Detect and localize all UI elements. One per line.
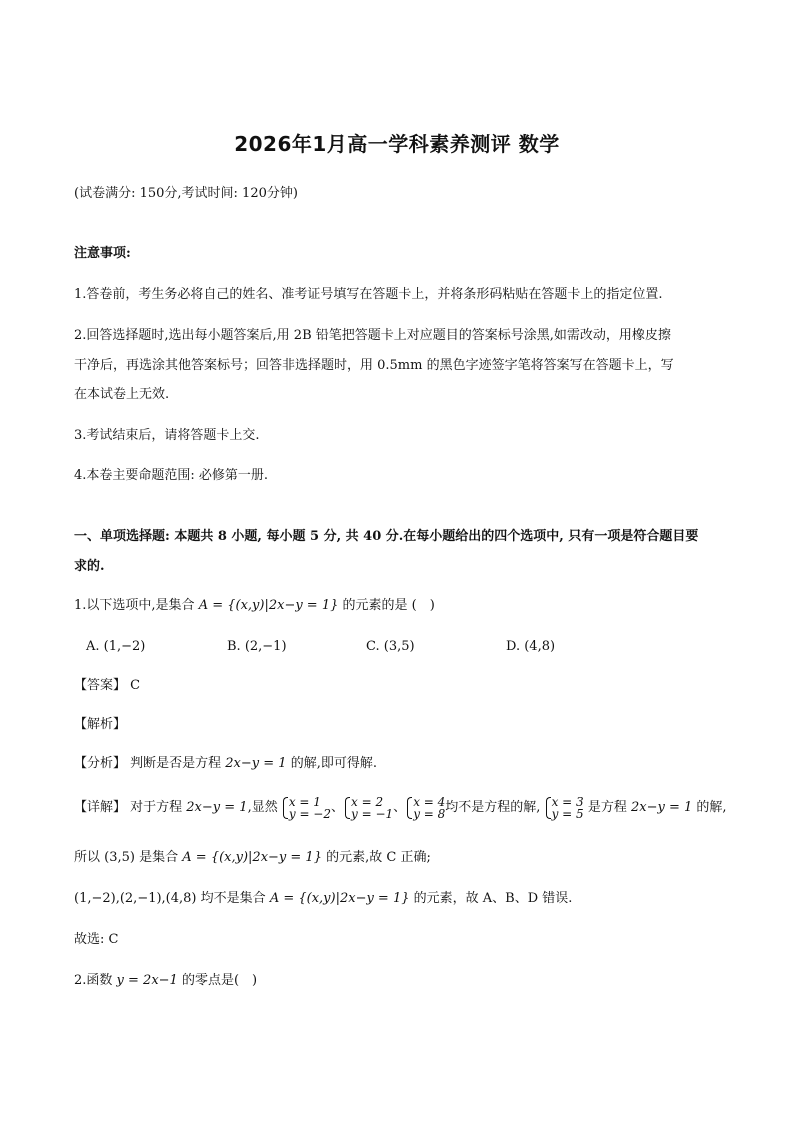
equation-system-2: x = 2 y = −1 — [344, 796, 393, 820]
q1-point-c: (3,5) — [104, 850, 135, 865]
q1-detail-mid1: ,显然 — [247, 800, 278, 815]
q1-analysis-label: 【解析】 — [74, 717, 127, 732]
q1-others: (1,−2),(2,−1),(4,8) 均不是集合 A = {(x,y)|2x−y = 1} 的元素，故 A、B、D 错误. — [74, 891, 573, 906]
q1-conclusion: 所以 (3,5) 是集合 A = {(x,y)|2x−y = 1} 的元素,故 C 正确; — [74, 850, 431, 865]
notice-item-4: 4.本卷主要命题范围: 必修第一册. — [74, 468, 269, 483]
q1-other-points: (1,−2),(2,−1),(4,8) — [74, 891, 197, 906]
q1-option-a: A. (1,−2) — [86, 639, 146, 654]
q1-final-choice: 故选: C — [74, 932, 119, 947]
q1-answer: 【答案】 C — [74, 678, 141, 693]
equation-system-3: x = 4 y = 8 — [406, 796, 445, 820]
q1-set-expression: A = {(x,y)|2x−y = 1} — [198, 598, 339, 613]
q1-detail-equation-2: 2x−y = 1 — [630, 800, 693, 815]
equation-system-valid: x = 3 y = 5 — [545, 796, 584, 820]
notice-item-2-cont: 干净后，再选涂其他答案标号；回答非选择题时，用 0.5mm 的黑色字迹签字笔将答案写在答题卡上，写 — [74, 358, 674, 373]
question-2-stem: 2.函数 y = 2x−1 的零点是( ) — [74, 973, 258, 988]
q1-set-expression-3: A = {(x,y)|2x−y = 1} — [269, 891, 410, 906]
q1-option-d: D. (4,8) — [506, 639, 556, 654]
section-heading-line2: 求的. — [74, 559, 105, 574]
notice-item-2-end: 在本试卷上无效. — [74, 387, 170, 402]
q1-detail: 【详解】 对于方程 2x−y = 1,显然 x = 1 y = −2 、 x = 2 y = −1 、 x = 4 y = 8 均不是方程的解, x = 3 y = 5 是方程 2x−y = 1 的解, — [74, 794, 727, 821]
q1-detail-mid2: 均不是方程的解, — [445, 800, 541, 815]
question-1-stem — [74, 596, 720, 616]
q1-fenxi-suffix: 的解,即可得解. — [290, 756, 377, 771]
q1-set-expression-2: A = {(x,y)|2x−y = 1} — [182, 850, 322, 865]
q1-stem-prefix: 1.以下选项中,是集合 — [74, 598, 195, 613]
q1-fenxi — [74, 754, 720, 774]
q1-fenxi-prefix: 【分析】 判断是否是方程 — [74, 756, 222, 771]
exam-title: 2026年1月高一学科素养测评 数学 — [234, 132, 560, 156]
notice-item-2: 2.回答选择题时,选出每小题答案后,用 2B 铅笔把答题卡上对应题目的答案标号涂黑,如需改动，用橡皮擦 — [74, 328, 671, 343]
q1-detail-suffix: 的解, — [696, 800, 727, 815]
notice-heading: 注意事项: — [74, 246, 131, 261]
q1-option-b: B. (2,−1) — [227, 639, 287, 654]
q1-detail-mid3: 是方程 — [587, 800, 627, 815]
q1-stem-suffix: 的元素的是 ( ) — [342, 598, 435, 613]
notice-item-1: 1.答卷前，考生务必将自己的姓名、准考证号填写在答题卡上，并将条形码粘贴在答题卡上的指定位置. — [74, 287, 663, 302]
q2-function: y = 2x−1 — [116, 973, 178, 988]
q1-fenxi-equation: 2x−y = 1 — [225, 756, 287, 771]
q1-detail-prefix: 【详解】 对于方程 — [74, 800, 183, 815]
equation-system-1: x = 1 y = −2 — [282, 796, 331, 820]
notice-item-3: 3.考试结束后，请将答题卡上交. — [74, 428, 260, 443]
section-heading-line1: 一、单项选择题: 本题共 8 小题, 每小题 5 分, 共 40 分.在每小题给出的四个选项中, 只有一项是符合题目要 — [74, 529, 699, 544]
q1-detail-equation: 2x−y = 1 — [186, 800, 248, 815]
q1-option-c: C. (3,5) — [366, 639, 415, 654]
exam-info: (试卷满分: 150分,考试时间: 120分钟) — [74, 186, 298, 201]
